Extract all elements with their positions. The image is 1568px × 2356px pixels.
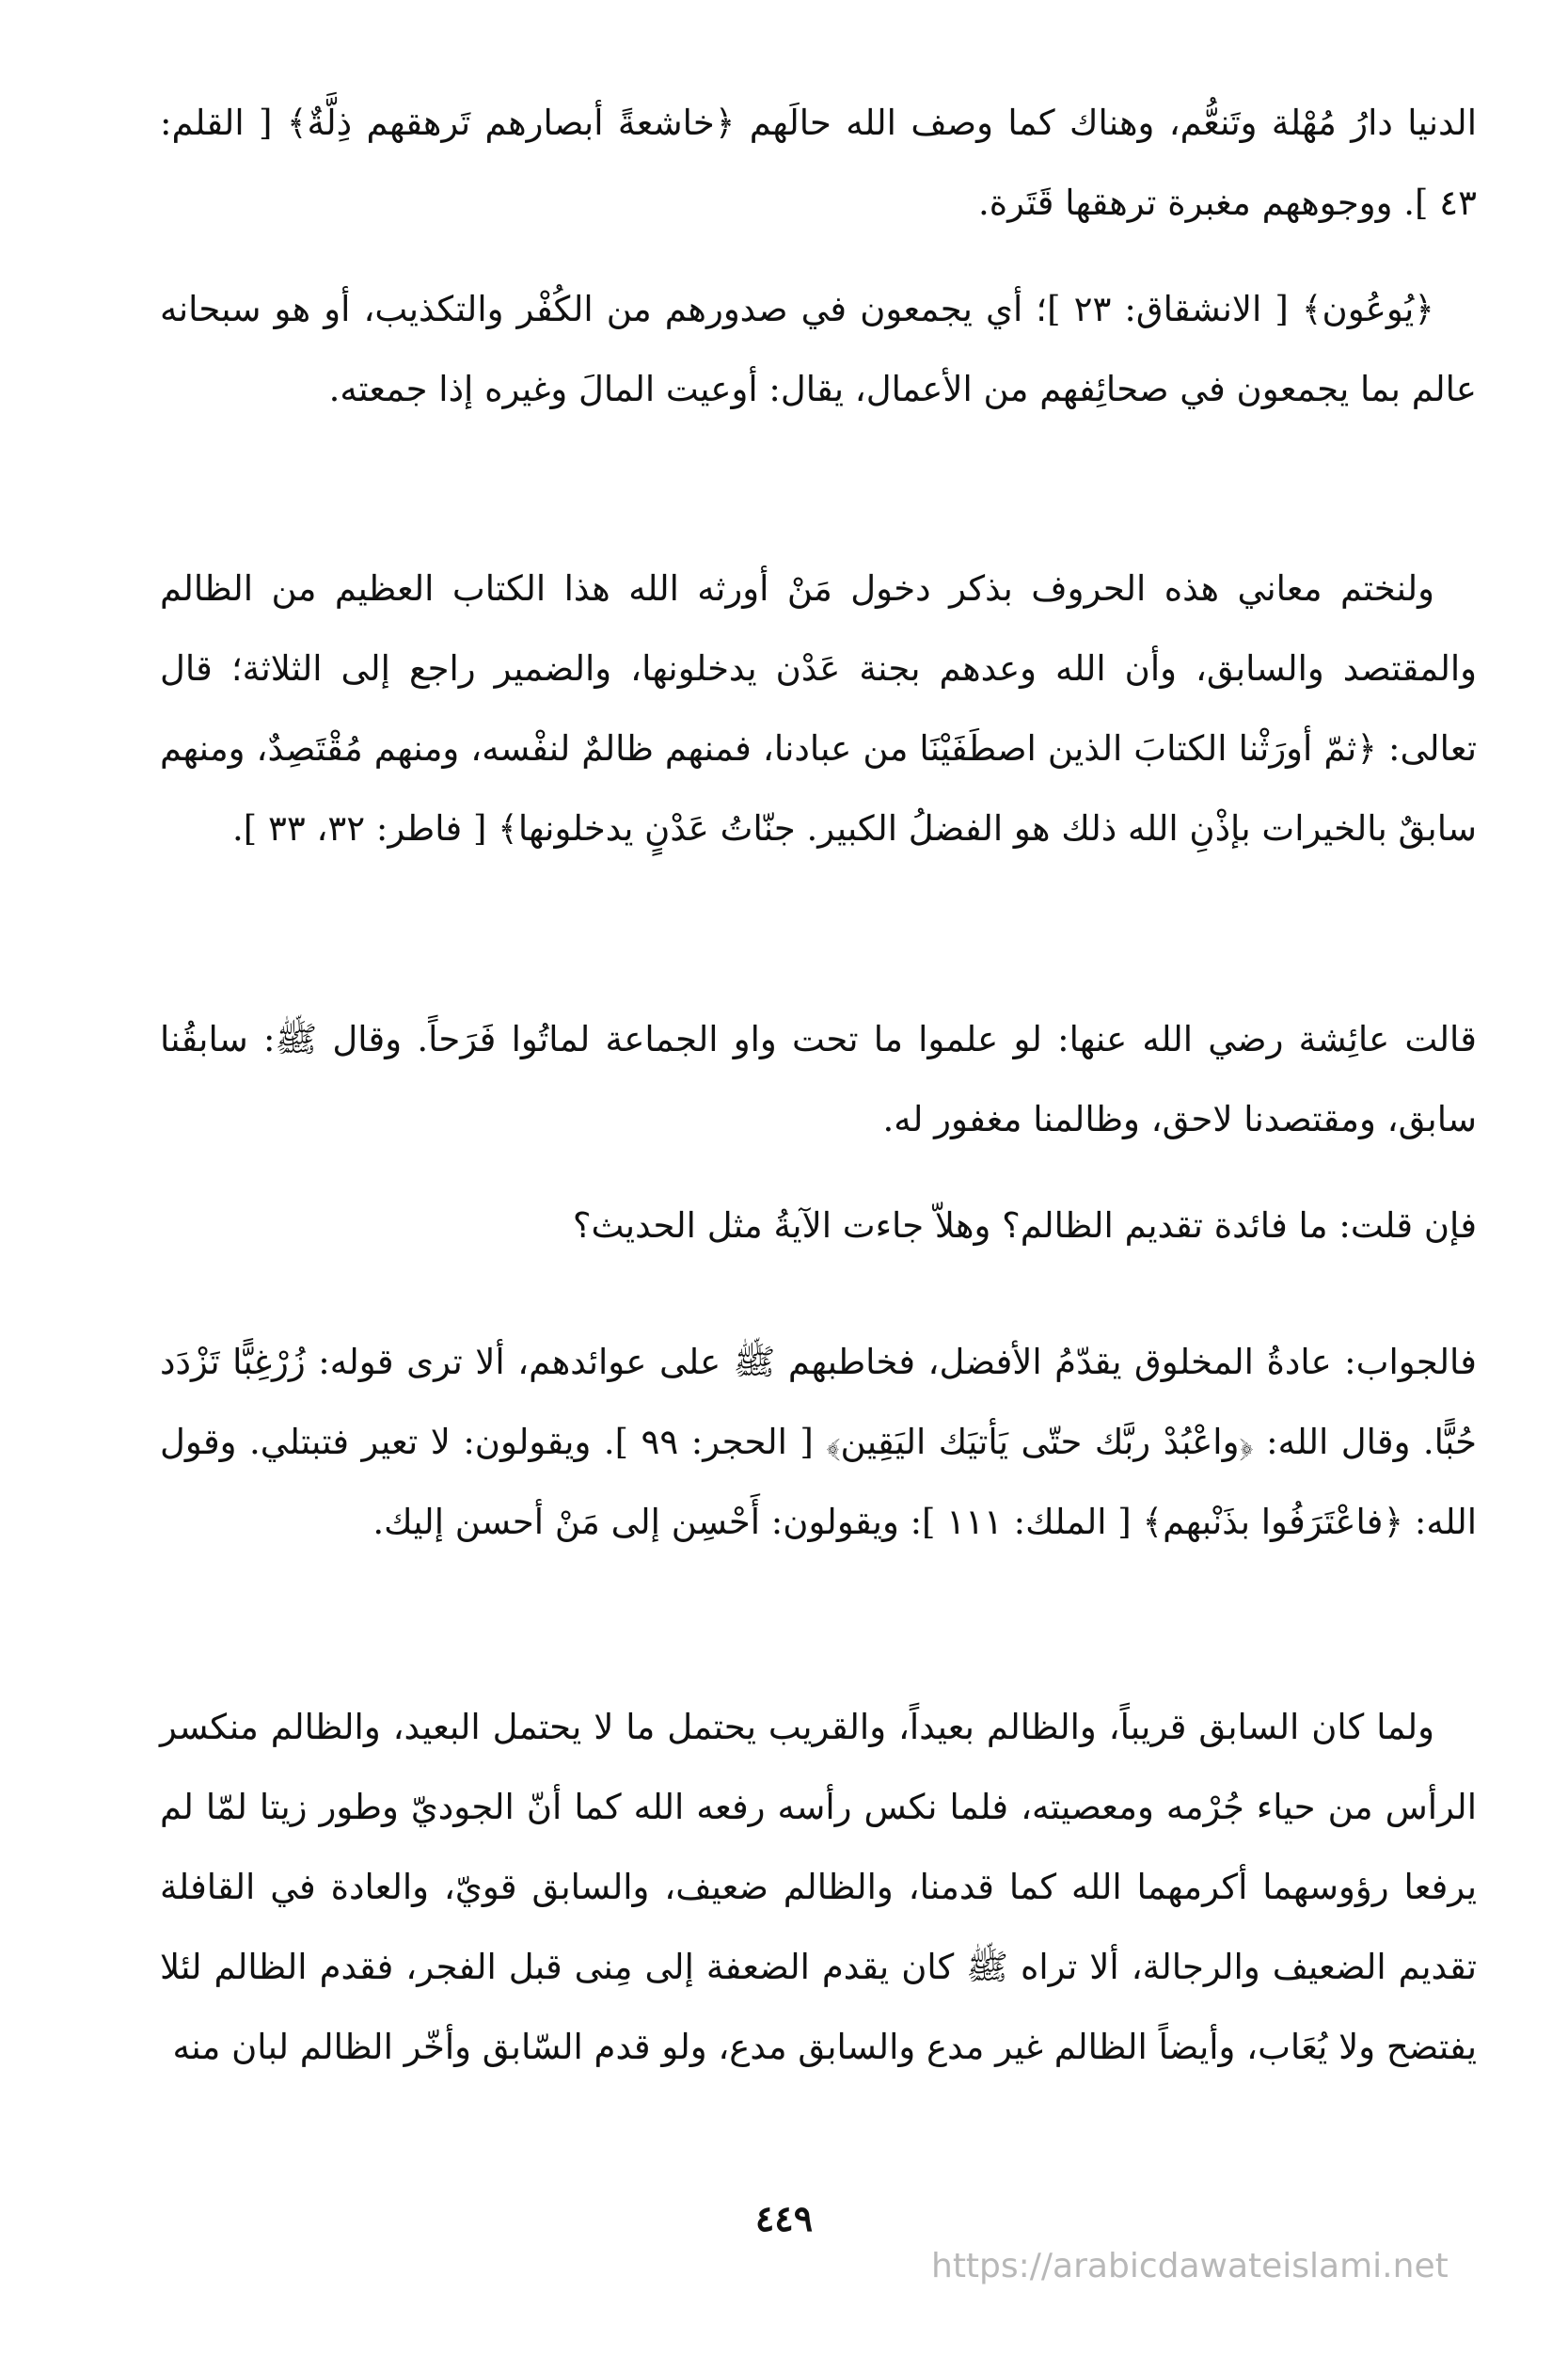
paragraph-3: ولنختم معاني هذه الحروف بذكر دخول مَنْ أورثه الله هذا الكتاب العظيم من الظالم والمقتصد والسابق، وأن الله وعدهم بجنة عَدْن يدخلونها، والضمير راجع إلى الثلاثة؛ قال تعالى: ﴿ثمّ أورَثْنا الكتابَ الذين اصطَفَيْنَا من عبادنا، فمنهم ظالمٌ لنفْسه، ومنهم مُقْتَصِدٌ، ومنهم سابقٌ بالخيرات بإذْنِ الله ذلك هو الفضلُ الكبير. جنّاتُ عَدْنٍ يدخلونها﴾ [ فاطر: ٣٢، ٣٣ ]. bbox=[160, 568, 1477, 849]
paragraph-1: الدنيا دارُ مُهْلة وتَنعُّم، وهناك كما وصف الله حالَهم ﴿خاشعةً أبصارهم تَرهقهم ذِلَّةٌ﴾ [ القلم: ٤٣ ]. ووجوههم مغبرة ترهقها قَتَرة. bbox=[160, 103, 1477, 223]
watermark-url: https://arabicdawateislami.net bbox=[931, 2247, 1449, 2285]
paragraph-7: ولما كان السابق قريباً، والظالم بعيداً، والقريب يحتمل ما لا يحتمل البعيد، والظالم منكسر الرأس من حياء جُرْمه ومعصيته، فلما نكس رأسه رفعه الله كما أنّ الجوديّ وطور زيتا لمّا لم يرفعا رؤوسهما أكرمهما الله كما قدمنا، والظالم ضعيف، والسابق قويّ، والعادة في القافلة تقديم الضعيف والرجالة، ألا تراه ﷺ كان يقدم الضعفة إلى مِنى قبل الفجر، فقدم الظالم لئلا يفتضح ولا يُعَاب، وأيضاً الظالم غير مدع والسابق مدع، ولو قدم السّابق وأخّر الظالم لبان منه bbox=[160, 1707, 1477, 2067]
paragraph-5: فإن قلت: ما فائدة تقديم الظالم؟ وهلاّ جاءت الآيةُ مثل الحديث؟ bbox=[572, 1205, 1477, 1246]
paragraph-4: قالت عائِشة رضي الله عنها: لو علموا ما تحت واو الجماعة لماتُوا فَرَحاً. وقال ﷺ: سابقُنا سابق، ومقتصدنا لاحق، وظالمنا مغفور له. bbox=[160, 1019, 1477, 1139]
paragraph-6: فالجواب: عادةُ المخلوق يقدّمُ الأفضل، فخاطبهم ﷺ على عوائدهم، ألا ترى قوله: زُرْغِبًّا تَزْدَد حُبًّا. وقال الله: ﴿واعْبُدْ ربَّك حتّى يَأتيَك اليَقِين﴾ [ الحجر: ٩٩ ]. ويقولون: لا تعير فتبتلي. وقول الله: ﴿فاعْتَرَفُوا بذَنْبهم﴾ [ الملك: ١١١ ]: ويقولون: أَحْسِن إلى مَنْ أحسن إليك. bbox=[160, 1342, 1477, 1542]
paragraph-2: ﴿يُوعُون﴾ [ الانشقاق: ٢٣ ]؛ أي يجمعون في صدورهم من الكُفْر والتكذيب، أو هو سبحانه عالم بما يجمعون في صحائِفهم من الأعمال، يقال: أوعيت المالَ وغيره إذا جمعته. bbox=[160, 289, 1477, 409]
page-number: ٤٤٩ bbox=[754, 2197, 814, 2239]
